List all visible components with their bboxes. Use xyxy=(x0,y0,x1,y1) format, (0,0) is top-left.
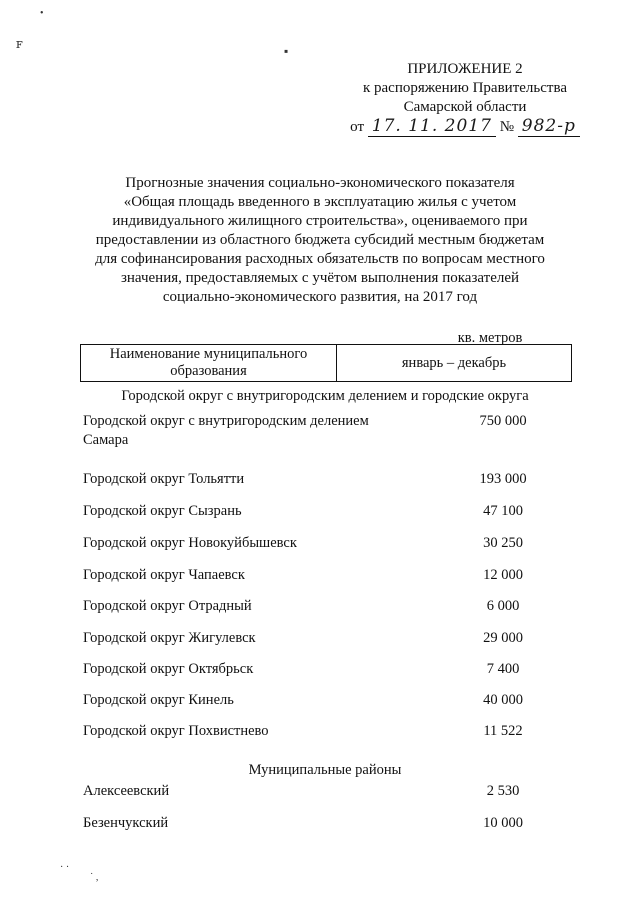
title-line: социально-экономического развития, на 2017 год xyxy=(162,289,478,305)
title-line: Прогнозные значения социально-экономического показателя xyxy=(125,175,515,191)
row-name: Городской округ Новокуйбышевск xyxy=(83,535,297,551)
row-value: 193 000 xyxy=(479,471,527,487)
row-value: 10 000 xyxy=(483,815,523,831)
row-name: Городской округ с внутригородским делением Самара xyxy=(83,413,369,448)
from-prefix: от xyxy=(350,119,365,135)
row-value: 47 100 xyxy=(483,503,523,519)
title-line: индивидуального жилищного строительства», оцениваемого при xyxy=(112,213,528,229)
appendix-date-line xyxy=(340,117,590,137)
scan-speck: ▪ xyxy=(284,44,289,58)
row-name: Городской округ Тольятти xyxy=(83,471,245,487)
row-name: Городской округ Похвистнево xyxy=(83,723,269,739)
title-line: «Общая площадь введенного в эксплуатацию жилья с учетом xyxy=(123,194,517,210)
scan-speck: ˙ , xyxy=(90,872,99,883)
appendix-line-1: к распоряжению Правительства xyxy=(362,80,567,96)
row-value: 750 000 xyxy=(479,413,527,429)
scan-mark: ꜰ xyxy=(16,36,23,51)
row-value: 6 000 xyxy=(486,598,520,614)
number-prefix: № xyxy=(499,119,514,135)
title-line: для софинансирования расходных обязательств по вопросам местного xyxy=(95,251,545,267)
appendix-block xyxy=(340,60,590,137)
row-name: Городской округ Кинель xyxy=(83,692,234,708)
title-line: предоставлении из областного бюджета субсидий местным бюджетам xyxy=(95,232,545,248)
header-col-period: январь – декабрь xyxy=(401,354,507,371)
handwritten-number: 982-р xyxy=(518,117,580,137)
appendix-title: ПРИЛОЖЕНИЕ 2 xyxy=(407,61,523,77)
units-label: кв. метров xyxy=(457,330,523,346)
scan-speck: · · xyxy=(60,862,70,873)
header-col-name: Наименование муниципального образования xyxy=(81,345,337,381)
section-heading-urban: Городской округ с внутригородским делением и городские округа xyxy=(121,388,529,404)
row-name: Городской округ Отрадный xyxy=(83,598,252,614)
row-value: 11 522 xyxy=(483,723,523,739)
handwritten-date: 17. 11. 2017 xyxy=(368,117,496,137)
row-value: 40 000 xyxy=(483,692,523,708)
row-name: Алексеевский xyxy=(83,783,170,799)
document-title xyxy=(60,174,580,307)
scan-speck: • xyxy=(40,8,44,19)
table-header xyxy=(80,344,572,382)
row-value: 29 000 xyxy=(483,630,523,646)
title-line: значения, предоставляемых с учётом выполнения показателей xyxy=(120,270,520,286)
row-value: 30 250 xyxy=(483,535,523,551)
row-value: 7 400 xyxy=(486,661,520,677)
row-value: 2 530 xyxy=(486,783,520,799)
row-name: Городской округ Жигулевск xyxy=(83,630,256,646)
row-name: Городской округ Октябрьск xyxy=(83,661,254,677)
appendix-line-2: Самарской области xyxy=(403,99,527,115)
row-value: 12 000 xyxy=(483,567,523,583)
row-name: Безенчукский xyxy=(83,815,169,831)
row-name: Городской округ Чапаевск xyxy=(83,567,245,583)
section-heading-districts: Муниципальные районы xyxy=(248,762,402,778)
row-name: Городской округ Сызрань xyxy=(83,503,242,519)
